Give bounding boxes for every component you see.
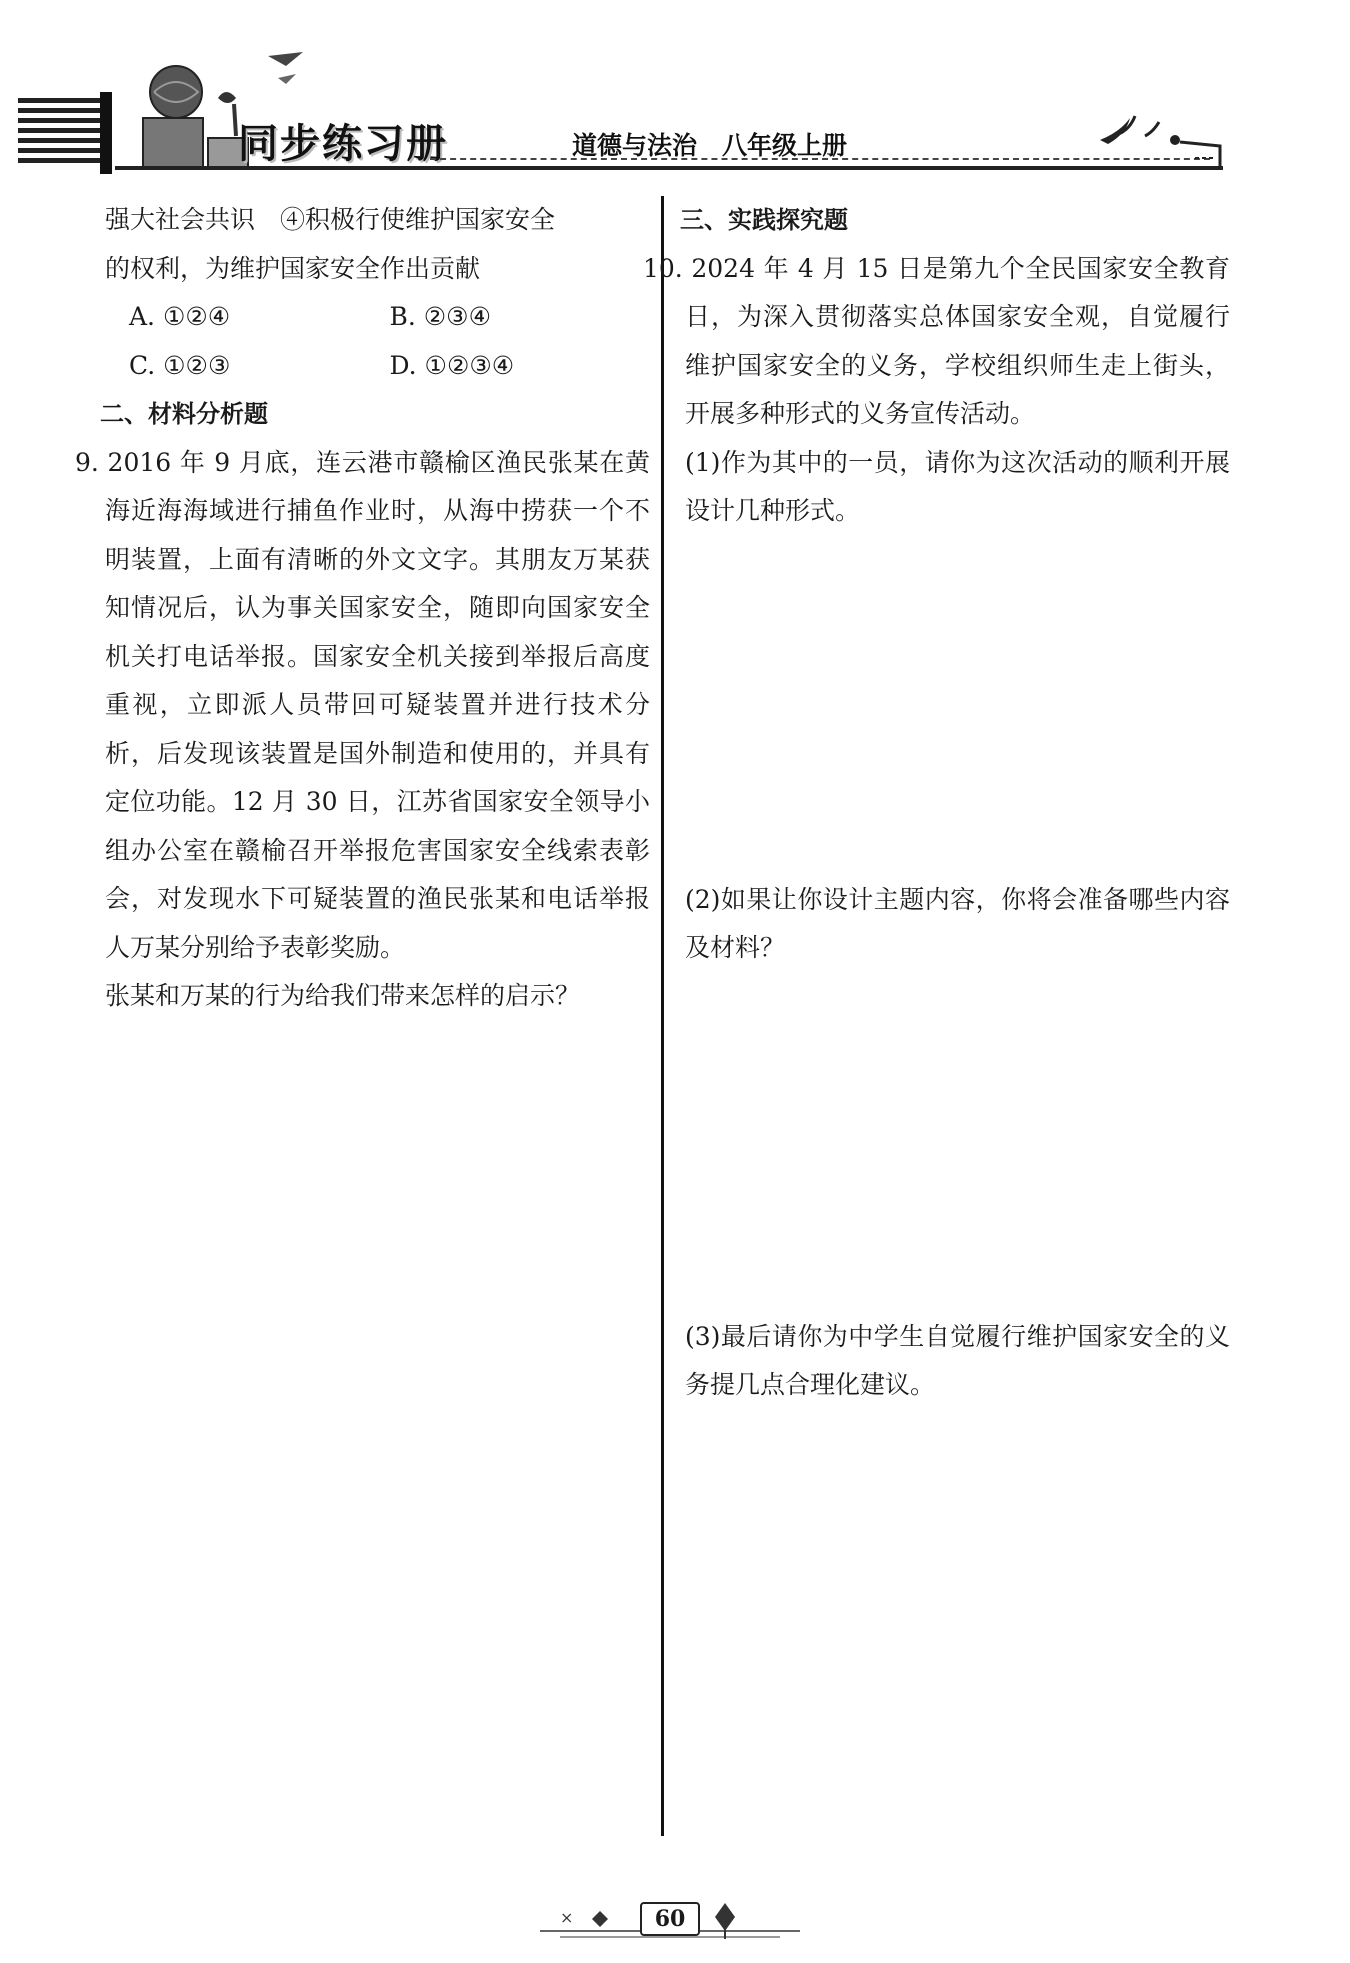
section-2-title: 二、材料分析题	[100, 400, 268, 428]
option-d: D. ①②③④	[389, 350, 515, 380]
question-10-part-2: (2)如果让你设计主题内容，你将会准备哪些内容及材料？	[685, 884, 1230, 962]
answer-space-2	[685, 973, 1230, 1313]
question-10-part-3: (3)最后请你为中学生自觉履行维护国家安全的义务提几点合理化建议。	[685, 1321, 1230, 1399]
question-9-material: 9. 2016 年 9 月底，连云港市赣榆区渔民张某在黄海近海海域进行捕鱼作业时，从海中捞获一个不明装置，上面有清晰的外文文字。其朋友万某获知情况后，认为事关国家安全，随即向国家安全机关打电话举报。国家安全机关接到举报后高度重视，立即派人员带回可疑装置并进行技术分析，后发现该装置是国外制造和使用的，并具有定位功能。12 月 30 日，江苏省国家安全领导小组办公室在赣榆召开举报危害国家安全线索表彰会，对发现水下可疑装置的渔民张某和电话举报人万某分别给予表彰奖励。	[75, 447, 650, 962]
q8-continuation-line-2: 的权利，为维护国家安全作出贡献	[105, 253, 481, 283]
page-header	[0, 0, 1350, 190]
header-rule	[115, 166, 1223, 170]
q8-options-row-2	[105, 342, 650, 391]
q8-options-row-1	[105, 293, 650, 342]
question-10-stem: 10. 2024 年 4 月 15 日是第九个全民国家安全教育日，为深入贯彻落实总体国家安全观，自觉履行维护国家安全的义务，学校组织师生走上街头，开展多种形式的义务宣传活动。	[643, 253, 1230, 428]
option-a: A. ①②④	[129, 302, 231, 331]
q8-continuation-line-1: 强大社会共识 ④积极行使维护国家安全	[105, 205, 556, 234]
answer-space-1	[685, 536, 1230, 876]
page-number: 60	[640, 1902, 700, 1936]
question-10-part-1: (1)作为其中的一员，请你为这次活动的顺利开展设计几种形式。	[685, 447, 1230, 525]
section-3-title: 三、实践探究题	[680, 206, 848, 234]
svg-text:×: ×	[560, 1908, 574, 1927]
subject-label: 道德与法治 八年级上册	[572, 131, 848, 160]
book-title: 同步练习册	[238, 121, 448, 167]
option-c: C. ①②③	[129, 350, 231, 380]
right-column	[643, 196, 1230, 1410]
header-stripes	[18, 98, 110, 170]
header-bar	[100, 92, 112, 174]
option-b: B. ②③④	[389, 302, 492, 331]
question-9-prompt: 张某和万某的行为给我们带来怎样的启示？	[105, 981, 581, 1010]
birds-icon	[1095, 100, 1235, 180]
left-column	[75, 196, 650, 1021]
